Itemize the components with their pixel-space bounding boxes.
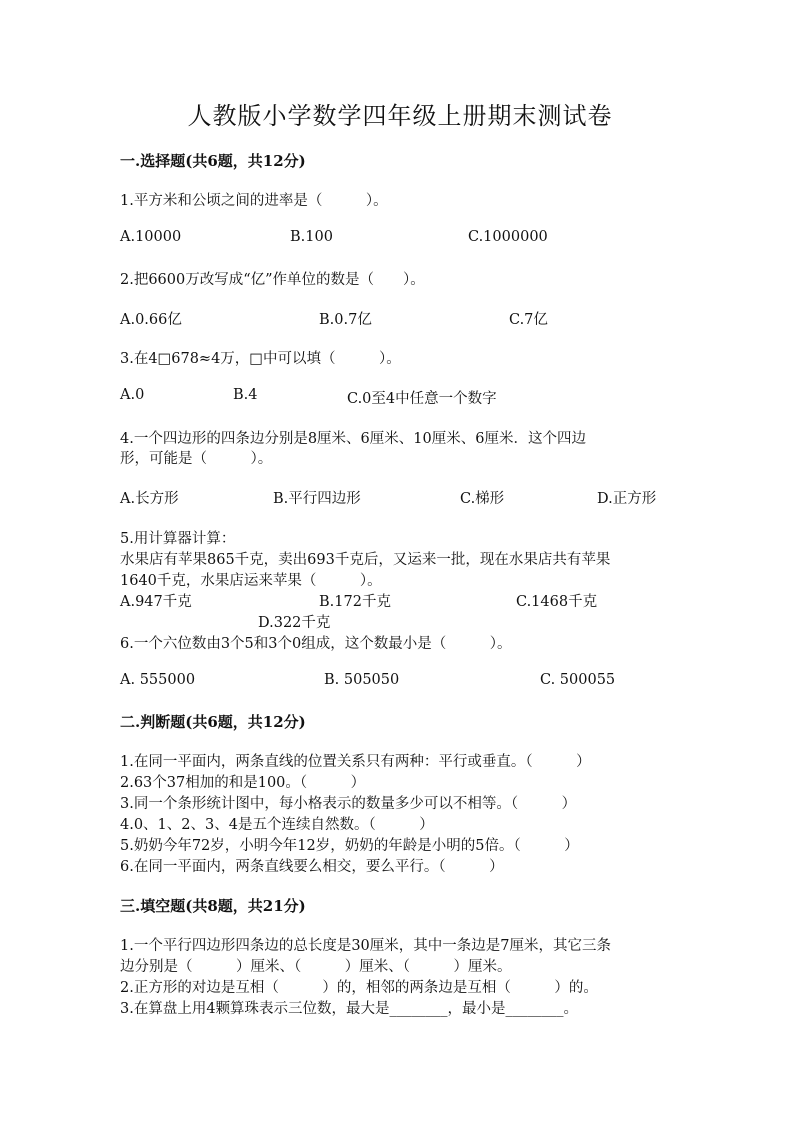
section1-heading: 一.选择题(共6题，共12分) (120, 152, 306, 170)
s1-q5-option-d: D.322千克 (258, 615, 331, 631)
s1-q2-option-b: B.0.7亿 (319, 312, 372, 328)
s1-q6-option-c: C. 500055 (540, 672, 616, 688)
s1-q4-option-b: B.平行四边形 (273, 491, 361, 507)
s1-q6-text: 6.一个六位数由3个5和3个0组成，这个数最小是（ ）。 (120, 636, 512, 652)
s1-q1-text: 1.平方米和公顷之间的进率是（ ）。 (120, 193, 388, 209)
s1-q5-line3: 1640千克，水果店运来苹果（ ）。 (120, 573, 382, 589)
s1-q3-option-b: B.4 (233, 387, 258, 403)
s1-q5-option-c: C.1468千克 (516, 594, 598, 610)
s2-item-1: 1.在同一平面内，两条直线的位置关系只有两种：平行或垂直。（ ） (120, 754, 591, 770)
s3-q1-line2: 边分别是（ ）厘米、（ ）厘米、（ ）厘米。 (120, 959, 512, 975)
s1-q6-option-b: B. 505050 (324, 672, 400, 688)
s1-q4-option-a: A.长方形 (120, 491, 179, 507)
s1-q1-option-c: C.1000000 (468, 229, 548, 245)
s2-item-6: 6.在同一平面内，两条直线要么相交，要么平行。（ ） (120, 859, 504, 875)
s1-q2-option-a: A.0.66亿 (120, 312, 182, 328)
s1-q3-option-c: C.0至4中任意一个数字 (347, 391, 497, 407)
s1-q5-line2: 水果店有苹果865千克，卖出693千克后，又运来一批，现在水果店共有苹果 (120, 552, 611, 568)
section2-heading: 二.判断题(共6题，共12分) (120, 713, 306, 731)
s3-q1-line1: 1.一个平行四边形四条边的总长度是30厘米，其中一条边是7厘米，其它三条 (120, 938, 612, 954)
s1-q6-option-a: A. 555000 (120, 672, 196, 688)
s1-q1-option-b: B.100 (290, 229, 333, 245)
s1-q4-option-d: D.正方形 (597, 491, 657, 507)
page-title: 人教版小学数学四年级上册期末测试卷 (187, 102, 613, 130)
s3-q2: 2.正方形的对边是互相（ ）的，相邻的两条边是互相（ ）的。 (120, 980, 598, 996)
s1-q3-text: 3.在4□678≈4万，□中可以填（ ）。 (120, 351, 401, 367)
s1-q3-option-a: A.0 (120, 387, 145, 403)
s2-item-3: 3.同一个条形统计图中，每小格表示的数量多少可以不相等。（ ） (120, 796, 577, 812)
s1-q4-line2: 形，可能是（ ）。 (120, 451, 273, 467)
s1-q2-text: 2.把6600万改写成“亿”作单位的数是（ ）。 (120, 272, 425, 288)
s2-item-4: 4.0、1、2、3、4是五个连续自然数。（ ） (120, 817, 434, 833)
s1-q4-line1: 4.一个四边形的四条边分别是8厘米、6厘米、10厘米、6厘米．这个四边 (120, 431, 586, 447)
s1-q5-option-a: A.947千克 (120, 594, 192, 610)
s2-item-2: 2.63个37相加的和是100。（ ） (120, 775, 366, 791)
s1-q2-option-c: C.7亿 (509, 312, 548, 328)
s1-q5-option-b: B.172千克 (319, 594, 391, 610)
s1-q1-option-a: A.10000 (120, 229, 182, 245)
s2-item-5: 5.奶奶今年72岁，小明今年12岁，奶奶的年龄是小明的5倍。（ ） (120, 838, 579, 854)
section3-heading: 三.填空题(共8题，共21分) (120, 897, 306, 915)
s1-q4-option-c: C.梯形 (460, 491, 505, 507)
s1-q5-line1: 5.用计算器计算： (120, 531, 236, 547)
s3-q3: 3.在算盘上用4颗算珠表示三位数，最大是________，最小是________。 (120, 1001, 579, 1017)
